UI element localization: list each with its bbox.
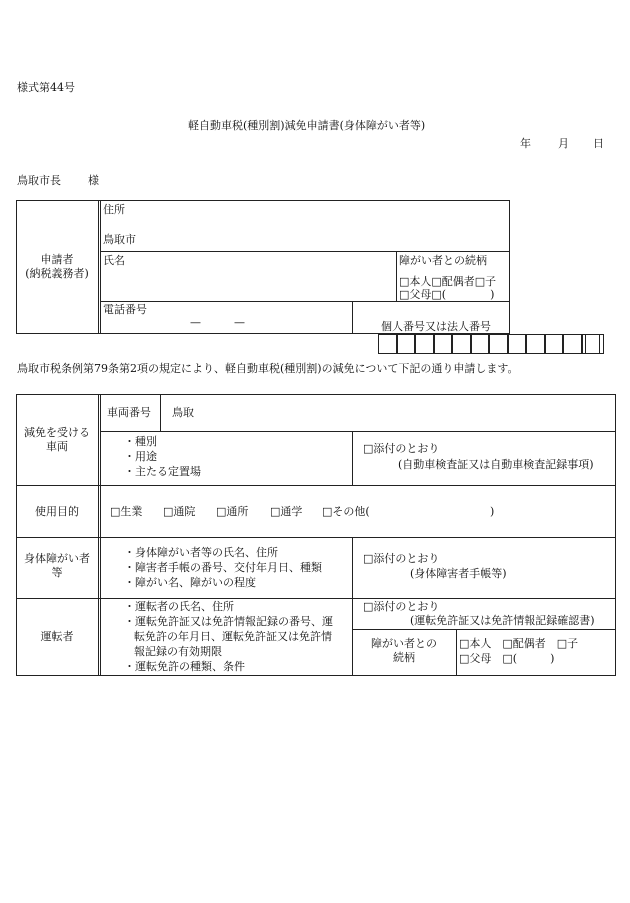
address-label: 住所 bbox=[103, 203, 125, 216]
date-day: 日 bbox=[593, 137, 604, 150]
disabled-person-label: 身体障がい者 等 bbox=[24, 552, 90, 579]
driver-relation-options-2[interactable]: □父母 □( ) bbox=[459, 652, 555, 665]
driver-item: 転免許の年月日、運転免許証又は免許情 bbox=[134, 630, 332, 643]
date-month: 月 bbox=[558, 137, 569, 150]
addressee: 鳥取市長 bbox=[17, 174, 61, 187]
purpose-option-other[interactable]: □その他( bbox=[322, 505, 370, 518]
phone-dashes[interactable]: — — bbox=[190, 316, 245, 329]
vehicle-item: ・種別 bbox=[124, 435, 157, 448]
disabled-person-item: ・障がい名、障がいの程度 bbox=[124, 576, 256, 589]
date-year: 年 bbox=[520, 137, 531, 150]
disabled-person-attach-check[interactable]: □添付のとおり bbox=[363, 552, 440, 565]
purpose-other-close: ) bbox=[490, 505, 495, 518]
purpose-option-hospital[interactable]: □通院 bbox=[163, 505, 196, 518]
statement: 鳥取市税条例第79条第2項の規定により、軽自動車税(種別割)の減免について下記の通り申請します。 bbox=[17, 362, 519, 375]
driver-label: 運転者 bbox=[40, 630, 74, 643]
vehicle-number-label: 車両番号 bbox=[107, 406, 151, 419]
addressee-honorific: 様 bbox=[88, 174, 99, 187]
disabled-person-attach-note: (身体障害者手帳等) bbox=[410, 567, 507, 580]
driver-attach-note: (運転免許証又は免許情報記録確認書) bbox=[410, 614, 595, 627]
driver-item: ・運転免許の種類、条件 bbox=[124, 660, 245, 673]
driver-relation-options-1[interactable]: □本人 □配偶者 □子 bbox=[459, 637, 579, 650]
driver-relation-label: 障がい者との 続柄 bbox=[371, 637, 437, 664]
page-title: 軽自動車税(種別割)減免申請書(身体障がい者等) bbox=[188, 119, 426, 132]
driver-item: ・運転者の氏名、住所 bbox=[124, 600, 234, 613]
purpose-option-facility[interactable]: □通所 bbox=[216, 505, 249, 518]
phone-label: 電話番号 bbox=[103, 303, 147, 316]
name-label: 氏名 bbox=[103, 254, 125, 267]
relation-label: 障がい者との続柄 bbox=[399, 254, 487, 267]
purpose-option-school[interactable]: □通学 bbox=[270, 505, 303, 518]
purpose-label: 使用目的 bbox=[35, 505, 79, 518]
applicant-label: 申請者 (納税義務者) bbox=[25, 253, 89, 280]
driver-item: ・運転免許証又は免許情報記録の番号、運 bbox=[124, 615, 333, 628]
driver-attach-check[interactable]: □添付のとおり bbox=[363, 600, 440, 613]
vehicle-number-value[interactable]: 鳥取 bbox=[172, 406, 194, 419]
disabled-person-item: ・身体障がい者等の氏名、住所 bbox=[124, 546, 278, 559]
vehicle-attach-check[interactable]: □添付のとおり bbox=[363, 442, 440, 455]
individual-number-label: 個人番号又は法人番号 bbox=[381, 320, 491, 333]
address-value[interactable]: 鳥取市 bbox=[103, 233, 136, 246]
vehicle-label: 減免を受ける 車両 bbox=[24, 426, 90, 453]
vehicle-item: ・用途 bbox=[124, 450, 157, 463]
relation-options-2[interactable]: □父母□( ) bbox=[399, 288, 495, 301]
disabled-person-item: ・障害者手帳の番号、交付年月日、種類 bbox=[124, 561, 322, 574]
driver-item: 報記録の有効期限 bbox=[134, 645, 222, 658]
vehicle-attach-note: (自動車検査証又は自動車検査記録事項) bbox=[398, 458, 594, 471]
purpose-option-livelihood[interactable]: □生業 bbox=[110, 505, 143, 518]
form-number: 様式第44号 bbox=[17, 81, 75, 94]
vehicle-item: ・主たる定置場 bbox=[124, 465, 201, 478]
relation-options-1[interactable]: □本人□配偶者□子 bbox=[399, 275, 497, 288]
